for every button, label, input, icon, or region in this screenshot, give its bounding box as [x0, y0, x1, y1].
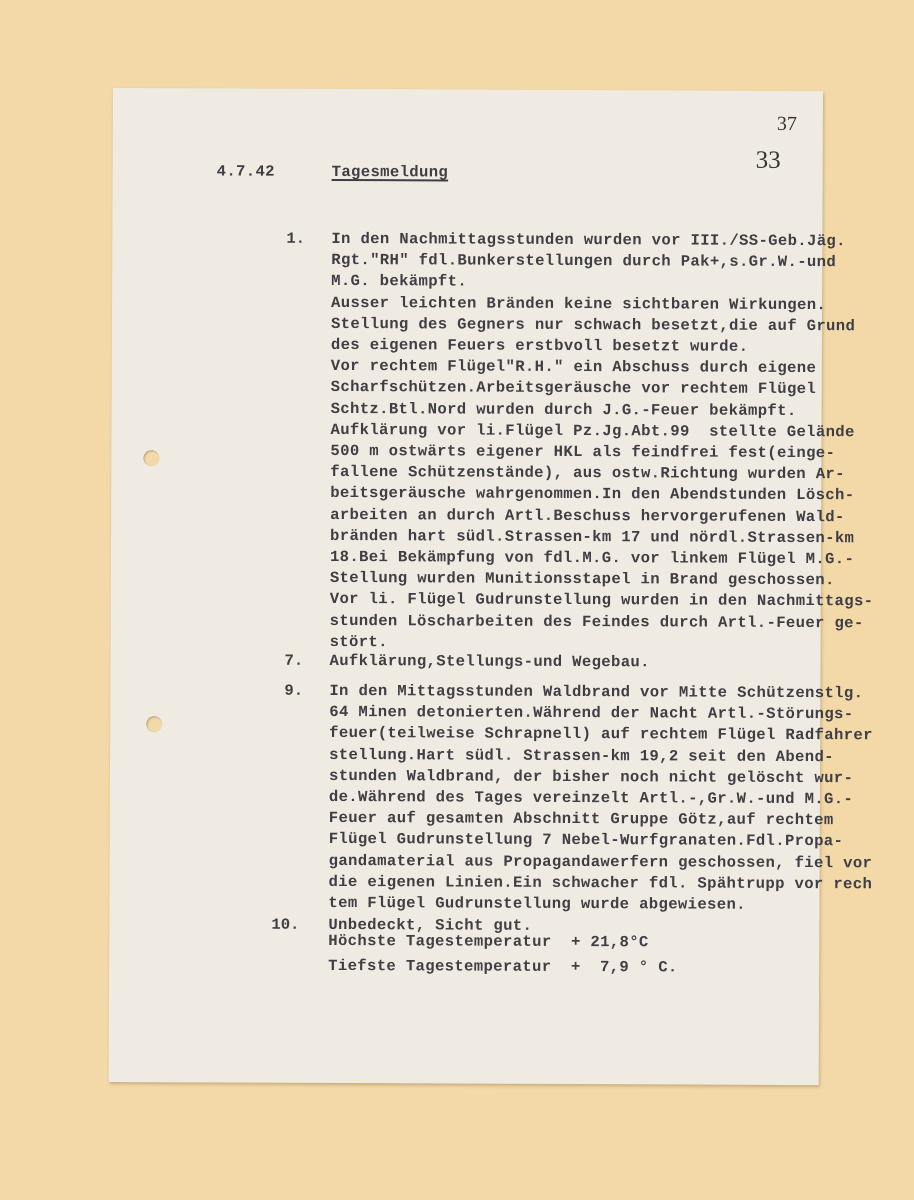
text-line: 18.Bei Bekämpfung von fdl.M.G. vor linkem Flügel M.G.- [329, 547, 855, 569]
text-line: Stellung wurden Munitionsstapel in Brand geschossen. [329, 569, 835, 590]
document-title: Tagesmeldung [331, 162, 449, 182]
text-line: feuer(teilweise Schrapnell) auf rechtem Flügel Radfahrer [329, 724, 873, 745]
text-line: beitsgeräusche wahrgenommen.In den Abendstunden Lösch- [330, 484, 855, 505]
folio-number-top: 37 [776, 112, 797, 135]
text-line: Aufklärung,Stellungs-und Wegebau. [329, 651, 650, 672]
section-number: 9. [284, 681, 304, 700]
text-line: bränden hart südl.Strassen-km 17 und nördl.Strassen-km [330, 526, 855, 548]
document-page [109, 88, 874, 1085]
text-line: Vor rechtem Flügel"R.H." ein Abschuss durch eigene [330, 357, 817, 378]
text-line: des eigenen Feuers erstbvoll besetzt wurde. [330, 335, 749, 356]
text-line: fallene Schützenstände), aus ostw.Richtung wurden Ar- [330, 463, 845, 484]
text-line: Flügel Gudrunstellung 7 Nebel-Wurfgranaten.Fdl.Propa- [328, 830, 844, 851]
text-line: Vor li. Flügel Gudrunstellung wurden in den Nachmittags- [329, 590, 874, 611]
section-number: 10. [271, 915, 300, 934]
section-number: 1. [286, 229, 306, 248]
text-line: Ausser leichten Bränden keine sichtbaren Wirkungen. [331, 293, 827, 314]
document-date: 4.7.42 [216, 162, 275, 181]
text-line: arbeiten an durch Artl.Beschuss hervorgerufenen Wald- [330, 505, 845, 526]
text-line: de.Während des Tages vereinzelt Artl.-,Gr.W.-und M.G.- [328, 787, 854, 809]
text-line: 64 Minen detonierten.Während der Nacht Artl.-Störungs- [329, 703, 854, 724]
text-line: Höchste Tagestemperatur + 21,8°C [328, 931, 649, 952]
text-line: M.G. bekämpft. [331, 272, 468, 291]
text-line: Aufklärung vor li.Flügel Pz.Jg.Abt.99 stellte Gelände [330, 420, 855, 442]
text-line: stunden Waldbrand, der bisher noch nicht gelöscht wur- [328, 766, 854, 788]
text-line: stellung.Hart südl. Strassen-km 19,2 seit den Abend- [329, 745, 834, 766]
text-line: Stellung des Gegners nur schwach besetzt,die auf Grund [330, 314, 856, 336]
text-line: 500 m ostwärts eigener HKL als feindfrei fest(einge- [330, 441, 836, 463]
text-line: In den Nachmittagsstunden wurden vor III./SS-Geb.Jäg. [331, 229, 846, 251]
punch-hole [143, 450, 159, 466]
section-number: 7. [284, 651, 304, 670]
folio-number-bottom: 33 [755, 146, 781, 174]
text-line: stört. [329, 632, 388, 652]
text-line: Schtz.Btl.Nord wurden durch J.G.-Feuer bekämpft. [330, 399, 797, 420]
text-line: Feuer auf gesamten Abschnitt Gruppe Götz,auf rechtem [328, 809, 834, 830]
punch-hole [146, 716, 162, 732]
text-line: die eigenen Linien.Ein schwacher fdl. Spähtrupp vor rech [328, 872, 873, 894]
text-line: tem Flügel Gudrunstellung wurde abgewiesen. [328, 893, 746, 914]
text-line: stunden Löscharbeiten des Feindes durch Artl.-Feuer ge- [329, 611, 864, 632]
text-line: Unbedeckt, Sicht gut. [328, 915, 533, 935]
text-line: Scharfschützen.Arbeitsgeräusche vor rechtem Flügel [330, 378, 817, 399]
text-line: Rgt."RH" fdl.Bunkerstellungen durch Pak+,s.Gr.W.-und [331, 251, 837, 272]
text-line: Tiefste Tagestemperatur + 7,9 ° C. [328, 956, 678, 977]
text-line: gandamaterial aus Propagandawerfern geschossen, fiel vor [328, 851, 873, 872]
text-line: In den Mittagsstunden Waldbrand vor Mitte Schützenstlg. [329, 681, 864, 703]
